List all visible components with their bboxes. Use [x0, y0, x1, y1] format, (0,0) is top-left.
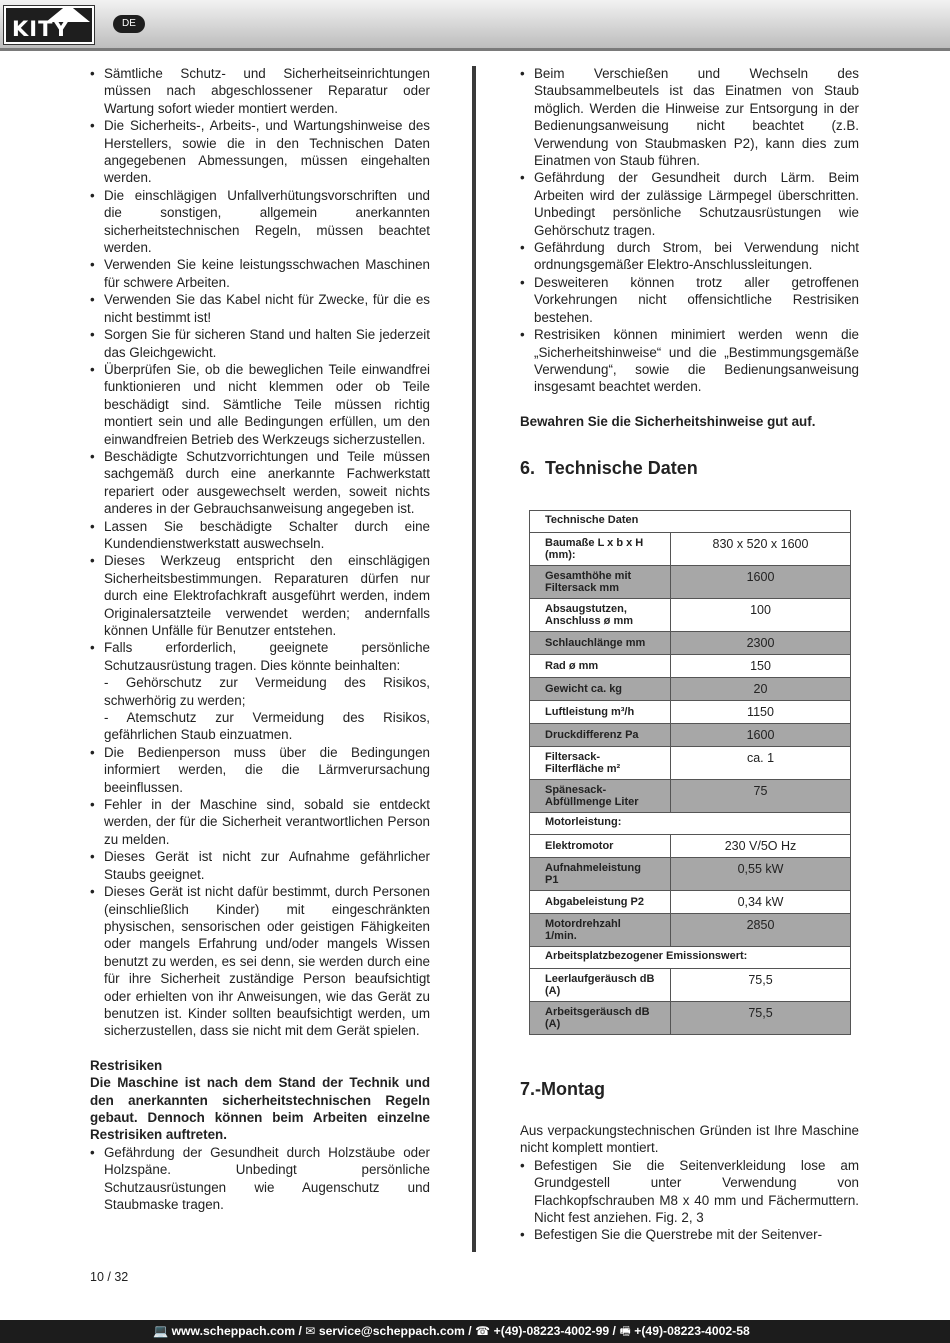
table-row: [530, 598, 851, 631]
language-badge: DE: [113, 15, 145, 33]
table-label-cell: Luftleistung m³/h: [530, 700, 671, 723]
table-value-cell: 2850: [671, 913, 851, 946]
table-label-cell: Motordrehzahl 1/min.: [530, 913, 671, 946]
section-7-heading: 7.-Montag: [520, 1078, 605, 1099]
table-label-cell: Schlauchlänge mm: [530, 631, 671, 654]
left-column: [90, 65, 430, 1213]
table-value-cell: 75: [671, 779, 851, 812]
list-item: • Dieses Gerät ist nicht dafür bestimmt, durch Personen (einschließlich Kinder) mit eingeschränkten physischen, sensorischen oder geistigen Fähigkeiten oder mangels Erfahrung und/oder mangels Wissen benutzt zu werden, es sei denn, sie werden durch eine für ihre Sicherheit zuständige Person beaufsichtigt oder erhielten von ihr Anweisungen, wie das Gerät zu benutzen ist. Kinder sollten beaufsichtigt werden, um sicherzustellen, dass sie nicht mit dem Gerät spielen.: [90, 883, 430, 1040]
table-row: [530, 677, 851, 700]
list-item: • Gefährdung der Gesundheit durch Lärm. Beim Arbeiten wird der zulässige Lärmpegel überschritten. Unbedingt persönliche Schutzausrüstungen wie Gehörschutz tragen.: [520, 169, 859, 239]
restrisiken-intro: Die Maschine ist nach dem Stand der Technik und den anerkannten sicherheitstechnischen Regeln gebaut. Dennoch können beim Arbeiten einzelne Restrisiken auftreten.: [90, 1075, 430, 1143]
restrisiken-list: [90, 1144, 430, 1214]
list-item: • Beschädigte Schutzvorrichtungen und Teile müssen sachgemäß durch eine anerkannte Fachwerkstatt repariert oder ausgewechselt werden, soweit nichts anderes in der Gebrauchsanweisung angegeben ist.: [90, 448, 430, 518]
mail-icon: ✉: [305, 1324, 316, 1338]
section-6-title: Technische Daten: [545, 458, 698, 479]
list-item: • Verwenden Sie keine leistungsschwachen Maschinen für schwere Arbeiten.: [90, 256, 430, 291]
list-item: • Dieses Werkzeug entspricht den einschlägigen Sicherheitsbestimmungen. Reparaturen dürfen nur durch eine Elektrofachkraft ausgeführt werden, indem Originalersatzteile verwendet werden; andernfalls können Unfälle für Benutzer entstehen.: [90, 552, 430, 639]
section-6-number: 6.: [520, 458, 536, 479]
footer-fax: +(49)-08223-4002-58: [634, 1324, 750, 1338]
table-row: [530, 746, 851, 779]
table-label-cell: Rad ø mm: [530, 654, 671, 677]
table-value-cell: 75,5: [671, 1001, 851, 1034]
footer-phone: +(49)-08223-4002-99: [493, 1324, 610, 1338]
table-header-row: [530, 510, 851, 532]
footer-bar: 💻 www.scheppach.com / ✉ service@scheppach.com / ☎ +(49)-08223-4002-99 / 🖷 +(49)-08223-4002-58: [0, 1320, 950, 1343]
list-item: • Gefährdung der Gesundheit durch Holzstäube oder Holzspäne. Unbedingt persönliche Schutzausrüstungen wie Augenschutz und Staubmaske tragen.: [90, 1144, 430, 1214]
table-header-cell: Technische Daten: [530, 510, 851, 532]
list-item: • Die Bedienperson muss über die Bedingungen informiert werden, die die Lärmverursachung beeinflussen.: [90, 744, 430, 796]
list-item: • Die Sicherheits-, Arbeits-, und Wartungshinweise des Herstellers, sowie die in den Technischen Daten angegebenen Abmessungen, müssen eingehalten werden.: [90, 117, 430, 187]
table-value-cell: 2300: [671, 631, 851, 654]
table-value-cell: 1600: [671, 723, 851, 746]
table-label-cell: Baumaße L x b x H (mm):: [530, 532, 671, 565]
table-label-cell: Gesamthöhe mit Filtersack mm: [530, 565, 671, 598]
table-value-cell: 100: [671, 598, 851, 631]
list-item: • Lassen Sie beschädigte Schalter durch eine Kundendienstwerkstatt auswechseln.: [90, 518, 430, 553]
table-value-cell: 150: [671, 654, 851, 677]
list-item: • Gefährdung durch Strom, bei Verwendung nicht ordnungsgemäßer Elektro-Anschlussleitungen.: [520, 239, 859, 274]
header-bar: [0, 0, 950, 51]
list-item-ppe: [90, 639, 430, 743]
list-item: • Sorgen Sie für sicheren Stand und halten Sie jederzeit das Gleichgewicht.: [90, 326, 430, 361]
logo-text: KITY: [12, 17, 70, 41]
table-value-cell: ca. 1: [671, 746, 851, 779]
ppe-sub-breathing: - Atemschutz zur Vermeidung des Risikos, gefährlichen Staub einzuatmen.: [104, 710, 430, 743]
list-item: • Dieses Gerät ist nicht zur Aufnahme gefährlicher Staubs geeignet.: [90, 848, 430, 883]
table-value-cell: 75,5: [671, 968, 851, 1001]
table-row: [530, 779, 851, 812]
risk-list: [520, 65, 859, 396]
table-label-cell: Aufnahmeleistung P1: [530, 857, 671, 890]
footer-web[interactable]: www.scheppach.com: [171, 1324, 296, 1338]
safety-list: [90, 65, 430, 1040]
table-header-row: [530, 946, 851, 968]
kity-logo: [4, 6, 94, 44]
list-item: • Überprüfen Sie, ob die beweglichen Teile einwandfrei funktionieren und nicht klemmen oder ob Teile beschädigt sind. Sämtliche Teile müssen richtig montiert sein und alle Bedingungen erfüllen, um den einwandfreien Betrieb des Werkzeugs sicherzustellen.: [90, 361, 430, 448]
table-label-cell: Absaugstutzen, Anschluss ø mm: [530, 598, 671, 631]
table-row: [530, 913, 851, 946]
table-value-cell: 830 x 520 x 1600: [671, 532, 851, 565]
table-row: [530, 1001, 851, 1034]
table-header-cell: Arbeitsplatzbezogener Emissionswert:: [530, 946, 851, 968]
table-label-cell: Druckdifferenz Pa: [530, 723, 671, 746]
table-row: [530, 723, 851, 746]
list-item: • Restrisiken können minimiert werden wenn die „Sicherheitshinweise“ und die „Bestimmungsgemäße Verwendung“, sowie die Bedienungsanweisung insgesamt beachtet werden.: [520, 326, 859, 396]
table-row: [530, 968, 851, 1001]
restrisiken-heading: Restrisiken: [90, 1057, 163, 1073]
tech-data-table: [529, 510, 851, 1035]
table-label-cell: Filtersack-Filterfläche m²: [530, 746, 671, 779]
section-7-intro: Aus verpackungstechnischen Gründen ist Ihre Maschine nicht komplett montiert.: [520, 1122, 859, 1156]
fax-icon: 🖷: [619, 1324, 631, 1338]
section-6-heading: [520, 460, 859, 477]
column-divider: [472, 66, 476, 1252]
list-item: • Verwenden Sie das Kabel nicht für Zwecke, für die es nicht bestimmt ist!: [90, 291, 430, 326]
table-value-cell: 20: [671, 677, 851, 700]
table-value-cell: 1600: [671, 565, 851, 598]
ppe-intro: Falls erforderlich, geeignete persönliche Schutzausrüstung tragen. Dies könnte beinhalten:: [104, 640, 430, 673]
table-label-cell: Spänesack-Abfüllmenge Liter: [530, 779, 671, 812]
table-value-cell: 0,55 kW: [671, 857, 851, 890]
footer-email[interactable]: service@scheppach.com: [318, 1324, 465, 1338]
list-item: • Befestigen Sie die Querstrebe mit der Seitenver-: [520, 1226, 859, 1243]
table-row: [530, 532, 851, 565]
table-value-cell: 0,34 kW: [671, 890, 851, 913]
table-label-cell: Arbeitsgeräusch dB (A): [530, 1001, 671, 1034]
list-item: • Desweiteren können trotz aller getroffenen Vorkehrungen nicht offensichtliche Restrisiken bestehen.: [520, 274, 859, 326]
list-item: • Beim Verschießen und Wechseln des Staubsammelbeutels ist das Einatmen von Staub möglich. Werden die Hinweise zur Entsorgung in der Bedienungsanweisung nicht beachtet (z.B. Verwendung von Staubmasken P2), kann dies zum Einatmen von Staub führen.: [520, 65, 859, 169]
monitor-icon: 💻: [153, 1324, 169, 1338]
montage-list: [520, 1157, 859, 1244]
right-column: [520, 65, 859, 1244]
table-value-cell: 1150: [671, 700, 851, 723]
list-item: • Befestigen Sie die Seitenverkleidung lose am Grundgestell unter Verwendung von Flachkopfschrauben M8 x 40 mm und Fächermuttern. Nicht fest anziehen. Fig. 2, 3: [520, 1157, 859, 1227]
table-row: [530, 654, 851, 677]
table-header-row: [530, 812, 851, 834]
table-row: [530, 834, 851, 857]
list-item: • Sämtliche Schutz- und Sicherheitseinrichtungen müssen nach abgeschlossener Reparatur oder Wartung sofort wieder montiert werden.: [90, 65, 430, 117]
table-row: [530, 857, 851, 890]
list-item: • Fehler in der Maschine sind, sobald sie entdeckt werden, der für die Sicherheit verantwortlichen Person zu melden.: [90, 796, 430, 848]
table-label-cell: Gewicht ca. kg: [530, 677, 671, 700]
keep-note: Bewahren Sie die Sicherheitshinweise gut auf.: [520, 413, 816, 429]
page-number: 10 / 32: [90, 1270, 129, 1284]
table-label-cell: Abgabeleistung P2: [530, 890, 671, 913]
table-label-cell: Elektromotor: [530, 834, 671, 857]
table-row: [530, 565, 851, 598]
table-row: [530, 890, 851, 913]
table-row: [530, 700, 851, 723]
phone-icon: ☎: [475, 1324, 491, 1338]
table-row: [530, 631, 851, 654]
list-item: • Die einschlägigen Unfallverhütungsvorschriften und die sonstigen, allgemein anerkannten sicherheitstechnischen Regeln, müssen beachtet werden.: [90, 187, 430, 257]
table-label-cell: Leerlaufgeräusch dB (A): [530, 968, 671, 1001]
table-value-cell: 230 V/5O Hz: [671, 834, 851, 857]
ppe-sub-hearing: - Gehörschutz zur Vermeidung des Risikos, schwerhörig zu werden;: [104, 675, 430, 708]
table-header-cell: Motorleistung:: [530, 812, 851, 834]
